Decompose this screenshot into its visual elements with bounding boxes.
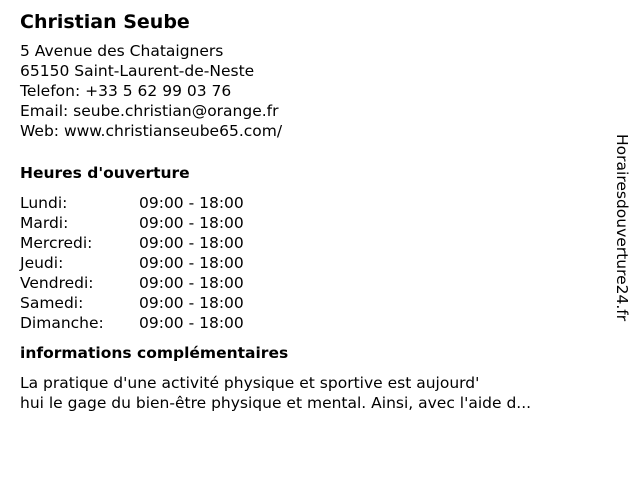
info-description bbox=[20, 373, 605, 413]
web-line: Web: www.christianseube65.com/ bbox=[20, 122, 283, 140]
hours-row bbox=[20, 233, 605, 253]
info-heading: informations complémentaires bbox=[20, 344, 289, 362]
hours-day: Mardi: bbox=[20, 214, 69, 232]
hours-row bbox=[20, 273, 605, 293]
hours-row bbox=[20, 313, 605, 333]
email-line: Email: seube.christian@orange.fr bbox=[20, 102, 279, 120]
business-name: Christian Seube bbox=[20, 11, 190, 33]
hours-time: 09:00 - 18:00 bbox=[139, 314, 244, 332]
hours-row bbox=[20, 213, 605, 233]
hours-row bbox=[20, 293, 605, 313]
info-line-1: La pratique d'une activité physique et sportive est aujourd' bbox=[20, 374, 480, 392]
phone-line: Telefon: +33 5 62 99 03 76 bbox=[20, 82, 232, 100]
hours-time: 09:00 - 18:00 bbox=[139, 254, 244, 272]
hours-day: Lundi: bbox=[20, 194, 68, 212]
hours-time: 09:00 - 18:00 bbox=[139, 294, 244, 312]
hours-day: Vendredi: bbox=[20, 274, 94, 292]
hours-time: 09:00 - 18:00 bbox=[139, 234, 244, 252]
hours-row bbox=[20, 253, 605, 273]
hours-day: Dimanche: bbox=[20, 314, 104, 332]
hours-heading: Heures d'ouverture bbox=[20, 164, 190, 182]
hours-time: 09:00 - 18:00 bbox=[139, 274, 244, 292]
contact-block bbox=[20, 41, 605, 141]
hours-row bbox=[20, 193, 605, 213]
address-line-2: 65150 Saint-Laurent-de-Neste bbox=[20, 62, 255, 80]
address-line-1: 5 Avenue des Chataigners bbox=[20, 42, 224, 60]
business-card bbox=[20, 10, 605, 413]
site-brand-vertical: Horairesdouverture24.fr bbox=[613, 134, 631, 322]
hours-time: 09:00 - 18:00 bbox=[139, 214, 244, 232]
hours-day: Jeudi: bbox=[20, 254, 64, 272]
info-line-2: hui le gage du bien-être physique et mental. Ainsi, avec l'aide d... bbox=[20, 394, 532, 412]
hours-day: Mercredi: bbox=[20, 234, 93, 252]
hours-day: Samedi: bbox=[20, 294, 84, 312]
hours-table bbox=[20, 193, 605, 333]
hours-time: 09:00 - 18:00 bbox=[139, 194, 244, 212]
